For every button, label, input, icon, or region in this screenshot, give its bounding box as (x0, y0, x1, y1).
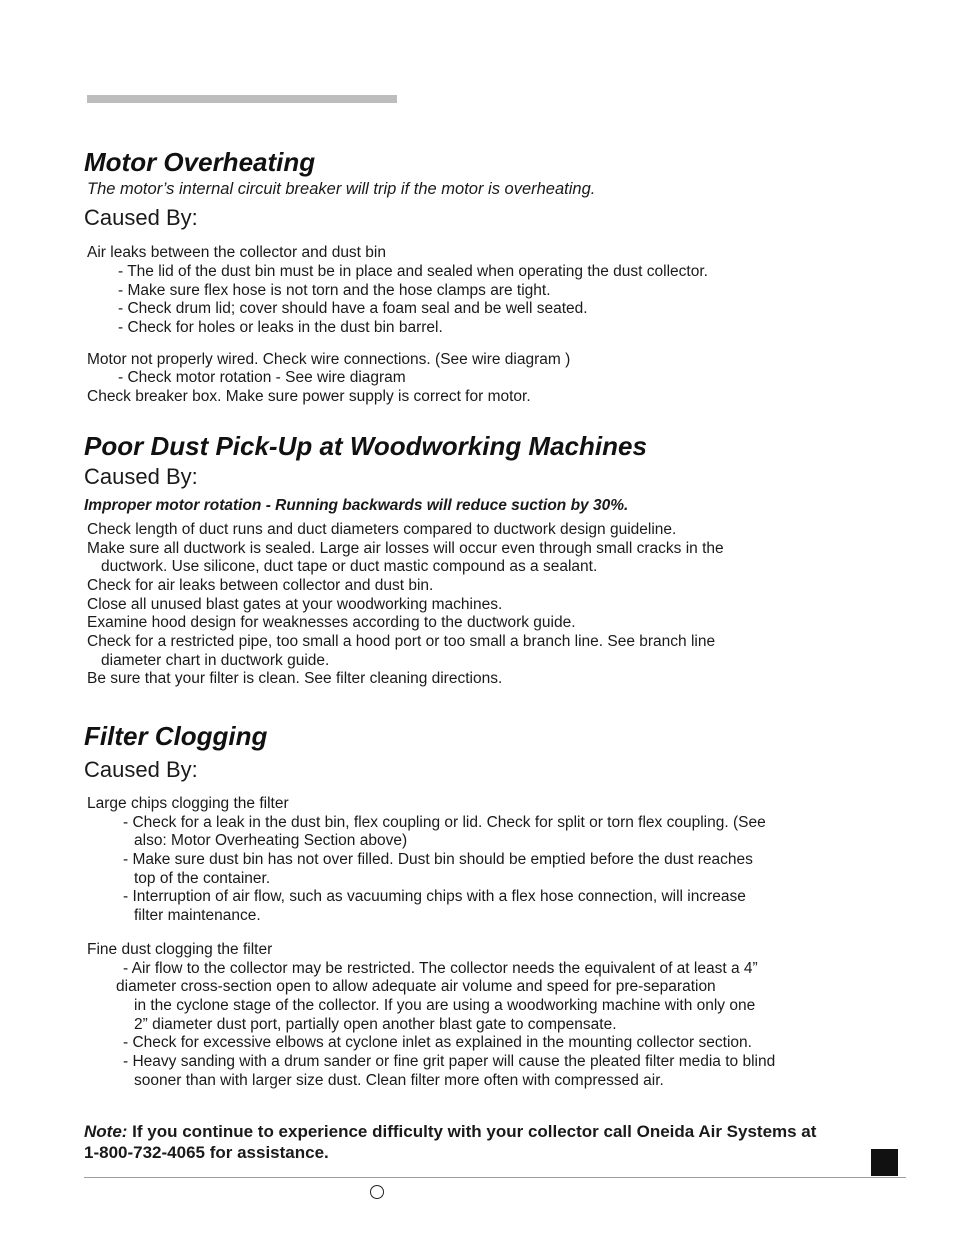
text-line: Large chips clogging the filter (87, 795, 289, 812)
text-line: - Interruption of air flow, such as vacuuming chips with a flex hose connection, will increase (123, 888, 746, 905)
text-line: Examine hood design for weaknesses according to the ductwork guide. (87, 614, 576, 631)
text-line: - Check for holes or leaks in the dust bin barrel. (118, 319, 443, 336)
section-title-poor-dust-pickup: Poor Dust Pick-Up at Woodworking Machines (84, 431, 647, 461)
caused-by-heading: Caused By: (84, 757, 198, 782)
section-title-filter-clogging: Filter Clogging (84, 721, 268, 751)
footer-rule (84, 1177, 906, 1178)
text-line: Fine dust clogging the filter (87, 941, 273, 958)
text-line: Air leaks between the collector and dust bin (87, 244, 386, 261)
note-line-2: 1-800-732-4065 for assistance. (84, 1143, 329, 1162)
bold-note: Improper motor rotation - Running backwards will reduce suction by 30%. (84, 497, 629, 514)
text-line: sooner than with larger size dust. Clean filter more often with compressed air. (134, 1072, 664, 1089)
note-line-1 (84, 1121, 816, 1142)
square-block-icon (871, 1149, 898, 1176)
note-text: If you continue to experience difficulty with your collector call Oneida Air Systems at (127, 1122, 817, 1141)
text-line: Make sure all ductwork is sealed. Large air losses will occur even through small cracks in the (87, 540, 724, 557)
circle-icon (370, 1185, 384, 1199)
text-line: Check length of duct runs and duct diameters compared to ductwork design guideline. (87, 521, 677, 538)
note-label: Note: (84, 1122, 128, 1141)
section-subtitle: The motor’s internal circuit breaker will trip if the motor is overheating. (87, 180, 596, 198)
text-line: filter maintenance. (134, 907, 261, 924)
header-rule (87, 95, 397, 103)
section-title-motor-overheating: Motor Overheating (84, 147, 316, 177)
caused-by-heading: Caused By: (84, 464, 198, 489)
text-line: Close all unused blast gates at your woodworking machines. (87, 596, 503, 613)
text-line: diameter chart in ductwork guide. (101, 652, 330, 669)
text-line: diameter cross-section open to allow adequate air volume and speed for pre-separation (116, 978, 716, 995)
text-line: in the cyclone stage of the collector. If you are using a woodworking machine with only one (134, 997, 756, 1014)
text-line: top of the container. (134, 870, 271, 887)
text-line: - Heavy sanding with a drum sander or fine grit paper will cause the pleated filter media to blind (123, 1053, 776, 1070)
text-line: Motor not properly wired. Check wire connections. (See wire diagram ) (87, 351, 571, 368)
text-line: - Make sure dust bin has not over filled. Dust bin should be emptied before the dust reaches (123, 851, 753, 868)
text-line: 2” diameter dust port, partially open another blast gate to compensate. (134, 1016, 617, 1033)
text-line: - Check for a leak in the dust bin, flex coupling or lid. Check for split or torn flex coupling. (See (123, 814, 766, 831)
text-line: - The lid of the dust bin must be in place and sealed when operating the dust collector. (118, 263, 708, 280)
text-line: Check for air leaks between collector and dust bin. (87, 577, 434, 594)
text-line: - Make sure flex hose is not torn and the hose clamps are tight. (118, 282, 551, 299)
caused-by-heading: Caused By: (84, 205, 198, 230)
text-line: - Air flow to the collector may be restricted. The collector needs the equivalent of at least a 4” (123, 960, 758, 977)
text-line: - Check for excessive elbows at cyclone inlet as explained in the mounting collector section. (123, 1034, 752, 1051)
text-line: - Check motor rotation - See wire diagram (118, 369, 406, 386)
text-line: Check for a restricted pipe, too small a hood port or too small a branch line. See branch line (87, 633, 716, 650)
text-line: Check breaker box. Make sure power supply is correct for motor. (87, 388, 531, 405)
text-line: Be sure that your filter is clean. See filter cleaning directions. (87, 670, 503, 687)
text-line: also: Motor Overheating Section above) (134, 832, 408, 849)
text-line: - Check drum lid; cover should have a foam seal and be well seated. (118, 300, 588, 317)
text-line: ductwork. Use silicone, duct tape or duct mastic compound as a sealant. (101, 558, 598, 575)
